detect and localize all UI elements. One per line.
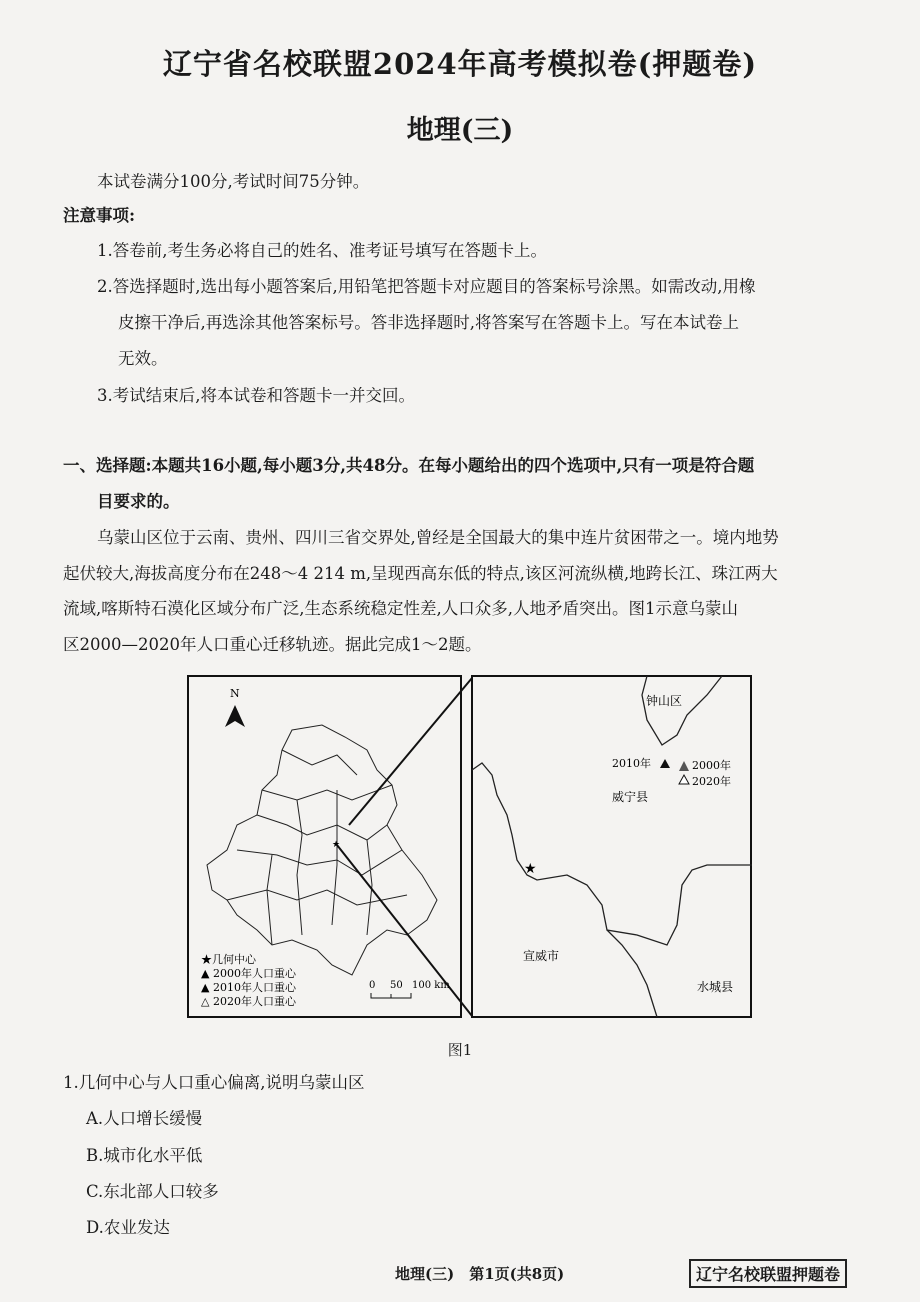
svg-text:△ 2020年人口重心: △ 2020年人口重心 — [201, 995, 296, 1008]
passage-line: 区2000—2020年人口重心迁移轨迹。据此完成1～2题。 — [63, 635, 482, 654]
option-c: C.东北部人口较多 — [86, 1182, 219, 1201]
section-heading-cont: 目要求的。 — [97, 492, 180, 511]
svg-text:水城县: 水城县 — [697, 980, 734, 994]
center-star-icon: ★ — [524, 861, 537, 877]
center-star-icon: ★ — [332, 840, 341, 850]
passage-line: 起伏较大,海拔高度分布在248～4 214 m,呈现西高东低的特点,该区河流纵横,地跨长江、珠江两大 — [63, 564, 778, 583]
svg-text:威宁县: 威宁县 — [612, 790, 649, 804]
svg-text:2010年: 2010年 — [612, 757, 651, 770]
note-2-cont: 皮擦干净后,再选涂其他答案标号。答非选择题时,将答案写在答题卡上。写在本试卷上 — [118, 313, 739, 332]
svg-text:100 km: 100 km — [412, 980, 450, 991]
page-footer: 地理(三) 第1页(共8页) — [395, 1265, 565, 1283]
figure-map — [187, 675, 753, 1019]
notes-heading: 注意事项: — [63, 206, 136, 225]
svg-text:▲ 2000年人口重心: ▲ 2000年人口重心 — [201, 967, 296, 980]
north-arrow-icon — [225, 687, 245, 727]
svg-text:50: 50 — [390, 980, 403, 991]
svg-text:2000年: 2000年 — [692, 759, 731, 772]
section-heading: 一、选择题:本题共16小题,每小题3分,共48分。在每小题给出的四个选项中,只有一项是符合题 — [63, 456, 755, 475]
page-subtitle: 地理(三) — [406, 115, 514, 146]
option-a: A.人口增长缓慢 — [86, 1109, 203, 1128]
figure-caption: 图1 — [447, 1041, 473, 1059]
note-2: 2.答选择题时,选出每小题答案后,用铅笔把答题卡对应题目的答案标号涂黑。如需改动,用橡 — [97, 277, 756, 296]
option-b: B.城市化水平低 — [86, 1146, 203, 1165]
passage-line: 乌蒙山区位于云南、贵州、四川三省交界处,曾经是全国最大的集中连片贫困带之一。境内地势 — [97, 528, 779, 547]
option-d: D.农业发达 — [86, 1218, 170, 1237]
scale-bar — [369, 980, 450, 998]
note-1: 1.答卷前,考生务必将自己的姓名、准考证号填写在答题卡上。 — [97, 241, 547, 260]
svg-text:钟山区: 钟山区 — [646, 694, 683, 708]
note-2-cont2: 无效。 — [118, 349, 168, 368]
svg-text:宣威市: 宣威市 — [523, 949, 560, 963]
page-title: 辽宁省名校联盟2024年高考模拟卷(押题卷) — [162, 47, 758, 81]
svg-text:N: N — [230, 687, 240, 700]
passage-line: 流域,喀斯特石漠化区域分布广泛,生态系统稳定性差,人口众多,人地矛盾突出。图1示意乌蒙山 — [63, 599, 738, 618]
svg-text:2020年: 2020年 — [692, 775, 731, 788]
footer-brand: 辽宁名校联盟押题卷 — [689, 1259, 847, 1288]
svg-text:★几何中心: ★几何中心 — [201, 953, 256, 966]
svg-text:0: 0 — [369, 980, 376, 991]
svg-text:▲ 2010年人口重心: ▲ 2010年人口重心 — [201, 981, 296, 994]
question-stem: 1.几何中心与人口重心偏离,说明乌蒙山区 — [63, 1073, 365, 1092]
score-line: 本试卷满分100分,考试时间75分钟。 — [97, 172, 370, 191]
note-3: 3.考试结束后,将本试卷和答题卡一并交回。 — [97, 386, 415, 405]
